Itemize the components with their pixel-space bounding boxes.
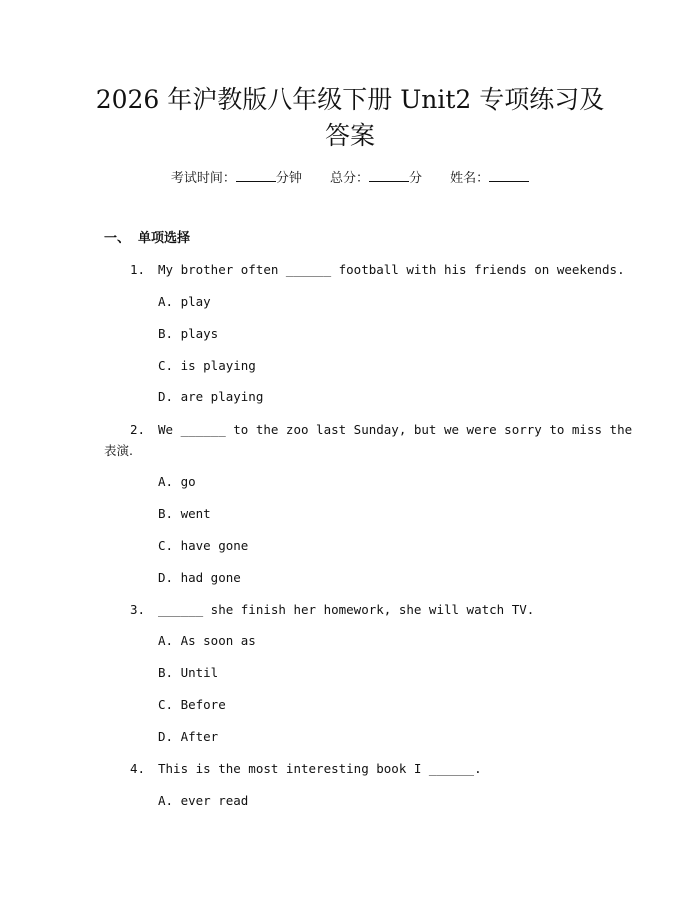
document-title-line2: 答案	[324, 121, 375, 150]
total-score-label: 总分：	[329, 171, 369, 186]
exam-time-unit: 分钟	[275, 171, 302, 186]
total-score-unit: 分	[409, 171, 423, 186]
name-blank	[489, 169, 529, 182]
question-4-text: This is the most interesting book I ______.	[158, 761, 482, 776]
name-field	[450, 169, 529, 188]
question-1	[130, 261, 625, 279]
question-2-option-d: D. had gone	[158, 570, 241, 585]
question-3	[130, 601, 535, 619]
question-3-option-a: A. As soon as	[158, 633, 256, 648]
name-label: 姓名：	[450, 171, 490, 186]
question-2-number: 2.	[130, 422, 146, 437]
exam-time-blank	[236, 169, 276, 182]
question-1-option-b: B. plays	[158, 326, 219, 341]
question-1-text: My brother often ______ football with his friends on weekends.	[158, 262, 625, 277]
document-title-line1: 2026 年沪教版八年级下册 Unit2 专项练习及	[95, 85, 605, 114]
question-1-option-d: D. are playing	[158, 389, 264, 404]
question-4-number: 4.	[130, 761, 146, 776]
question-3-option-d: D. After	[158, 729, 219, 744]
question-2-option-c: C. have gone	[158, 538, 249, 553]
question-1-number: 1.	[130, 262, 146, 277]
question-3-text: ______ she finish her homework, she will watch TV.	[158, 602, 535, 617]
question-3-number: 3.	[130, 602, 146, 617]
exam-time-label: 考试时间：	[170, 171, 236, 186]
total-score-field	[330, 169, 422, 188]
exam-info	[0, 169, 700, 188]
document-title	[90, 82, 610, 154]
question-1-option-c: C. is playing	[158, 358, 256, 373]
question-4	[130, 760, 482, 778]
question-2-option-b: B. went	[158, 506, 211, 521]
question-4-option-a: A. ever read	[158, 793, 249, 808]
section-heading	[104, 230, 190, 248]
question-3-option-b: B. Until	[158, 665, 219, 680]
question-2	[130, 421, 633, 439]
section-number: 一、	[104, 231, 131, 246]
question-2-option-a: A. go	[158, 474, 196, 489]
exam-time-field	[171, 169, 302, 188]
question-2-continuation	[104, 442, 133, 460]
question-3-option-c: C. Before	[158, 697, 226, 712]
question-1-option-a: A. play	[158, 294, 211, 309]
question-2-text-line2: 表演.	[104, 443, 133, 458]
section-title: 单项选择	[138, 231, 191, 246]
total-score-blank	[369, 169, 409, 182]
question-2-text-line1: We ______ to the zoo last Sunday, but we were sorry to miss the	[158, 422, 633, 437]
